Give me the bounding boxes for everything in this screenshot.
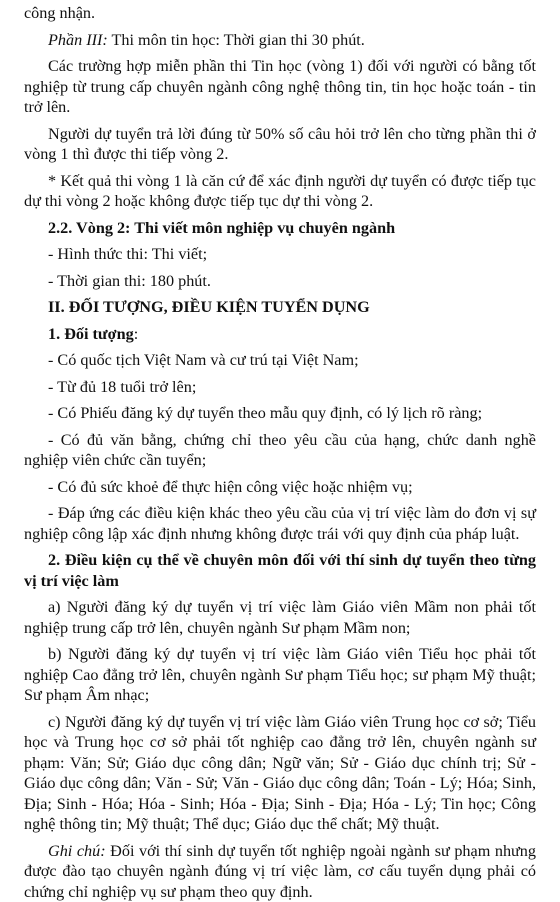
list-item: - Có đủ văn bằng, chứng chỉ theo yêu cầu của hạng, chức danh nghề nghiệp viên chức cần tuyển;: [24, 430, 536, 471]
condition-b-paragraph: b) Người đăng ký dự tuyển vị trí việc làm Giáo viên Tiểu học phải tốt nghiệp Cao đẳng trở lên, chuyên ngành Sư phạm Tiểu học; sư phạm Mỹ thuật; Sư phạm Âm nhạc;: [24, 644, 536, 706]
round-one-result-paragraph: * Kết quả thi vòng 1 là căn cứ để xác định người dự tuyển có được tiếp tục dự thi vòng 2 hoặc không được tiếp tục dự thi vòng 2.: [24, 171, 536, 212]
list-item: - Thời gian thi: 180 phút.: [24, 271, 536, 292]
subject-heading-text: 1. Đối tượng: [48, 325, 134, 343]
list-item: - Có quốc tịch Việt Nam và cư trú tại Việt Nam;: [24, 350, 536, 371]
subject-heading-colon: :: [134, 325, 139, 343]
condition-a-paragraph: a) Người đăng ký dự tuyển vị trí việc làm Giáo viên Mầm non phải tốt nghiệp trung cấp trở lên, chuyên ngành Sư phạm Mầm non;: [24, 597, 536, 638]
list-item: - Có đủ sức khoẻ để thực hiện công việc hoặc nhiệm vụ;: [24, 477, 536, 498]
part-three-label: Phần III:: [48, 31, 108, 49]
list-item: - Hình thức thi: Thi viết;: [24, 244, 536, 265]
list-item: - Có Phiếu đăng ký dự tuyển theo mẫu quy định, có lý lịch rõ ràng;: [24, 403, 536, 424]
list-item: - Đáp ứng các điều kiện khác theo yêu cầu của vị trí việc làm do đơn vị sự nghiệp công lập xác định nhưng không được trái với quy định của pháp luật.: [24, 503, 536, 544]
section-2-2-heading: 2.2. Vòng 2: Thi viết môn nghiệp vụ chuyên ngành: [24, 218, 536, 239]
part-three-paragraph: [24, 30, 536, 51]
list-item: - Từ đủ 18 tuổi trở lên;: [24, 377, 536, 398]
pass-condition-paragraph: Người dự tuyển trả lời đúng từ 50% số câu hỏi trở lên cho từng phần thi ở vòng 1 thì được thi tiếp vòng 2.: [24, 124, 536, 165]
note-paragraph: [24, 841, 536, 902]
paragraph-continuation: công nhận.: [24, 3, 536, 24]
section-ii-heading: II. ĐỐI TƯỢNG, ĐIỀU KIỆN TUYỂN DỤNG: [24, 297, 536, 318]
note-text: Đối với thí sinh dự tuyển tốt nghiệp ngoài ngành sư phạm nhưng được đào tạo chuyên ngành đúng vị trí việc làm, cơ cấu tuyển dụng phải có chứng chỉ nghiệp vụ sư phạm theo quy định.: [24, 842, 536, 901]
exemption-paragraph: Các trường hợp miễn phần thi Tin học (vòng 1) đối với người có bằng tốt nghiệp từ trung cấp chuyên ngành công nghệ thông tin, tin học hoặc toán - tin trở lên.: [24, 56, 536, 118]
note-label: Ghi chú:: [48, 842, 106, 860]
conditions-heading: 2. Điều kiện cụ thể về chuyên môn đối với thí sinh dự tuyển theo từng vị trí việc làm: [24, 550, 536, 591]
subject-heading: [24, 324, 536, 345]
condition-c-paragraph: c) Người đăng ký dự tuyển vị trí việc làm Giáo viên Trung học cơ sở; Tiểu học và Trung học cơ sở phải tốt nghiệp cao đẳng trở lên, chuyên ngành sư phạm: Văn; Sử; Giáo dục công dân; Ngữ văn; Sử - Giáo dục chính trị; Sử - Giáo dục công dân; Văn - Sử; Văn - Giáo dục công dân; Toán - Lý; Hóa; Sinh, Địa; Sinh - Hóa; Hóa - Sinh; Hóa - Địa; Sinh - Địa; Hóa - Lý; Tin học; Công nghệ thông tin; Mỹ thuật; Thể dục; Giáo dục thể chất; Mỹ thuật.: [24, 712, 536, 835]
part-three-text: Thi môn tin học: Thời gian thi 30 phút.: [108, 31, 365, 49]
